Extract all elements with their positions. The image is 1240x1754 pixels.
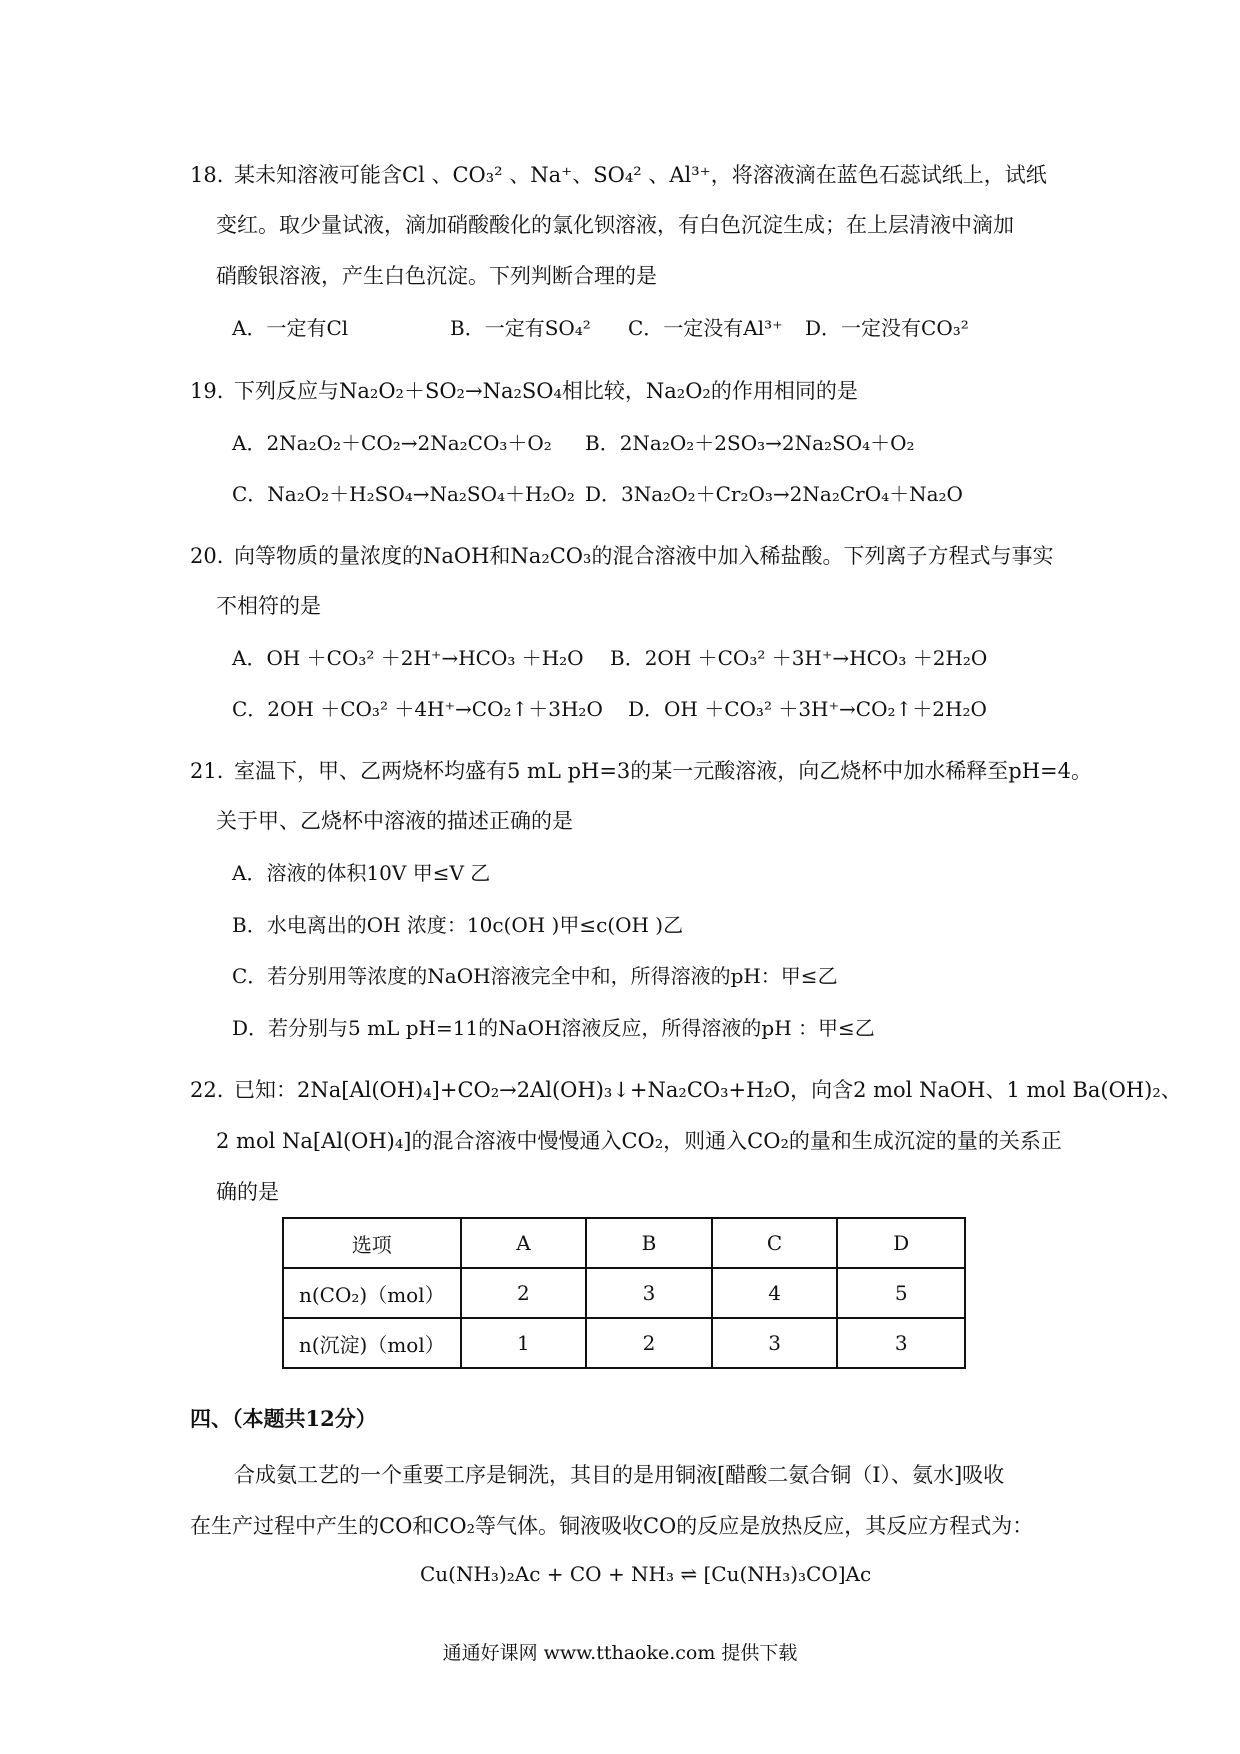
table-cell: 3 — [586, 1268, 712, 1318]
q22-number: 22. — [190, 1078, 224, 1102]
q18-option-a: A．一定有Cl — [232, 316, 349, 340]
q21-line-1: 21. 室温下，甲、乙两烧杯均盛有5 mL pH=3的某一元酸溶液，向乙烧杯中加水稀释至pH=4。 — [190, 756, 1092, 786]
q22-line-2: 2 mol Na[Al(OH)₄]的混合溶液中慢慢通入CO₂，则通入CO₂的量和生成沉淀的量的关系正 — [216, 1129, 1062, 1153]
footer-credit: 通通好课网 www.tthaoke.com 提供下载 — [442, 1642, 798, 1664]
q21-option-c: C．若分别用等浓度的NaOH溶液完全中和，所得溶液的pH：甲≤乙 — [232, 964, 838, 988]
section-paragraph-line-1: 合成氨工艺的一个重要工序是铜洗，其目的是用铜液[醋酸二氨合铜（Ⅰ）、氨水]吸收 — [234, 1463, 1005, 1487]
table-cell: 选项 — [283, 1218, 461, 1268]
q22-line-1: 22. 已知：2Na[Al(OH)₄]+CO₂→2Al(OH)₃↓+Na₂CO₃+H₂O，向含2 mol NaOH、1 mol Ba(OH)₂、 — [190, 1075, 1182, 1105]
table-row — [283, 1218, 965, 1268]
table-cell: D — [837, 1218, 965, 1268]
q19-option-d: D．3Na₂O₂＋Cr₂O₃→2Na₂CrO₄＋Na₂O — [585, 482, 963, 506]
table-cell: 4 — [712, 1268, 838, 1318]
table-cell: A — [461, 1218, 587, 1268]
q21-option-b: B．水电离出的OH 浓度：10c(OH )甲≤c(OH )乙 — [232, 913, 684, 937]
q19-line-1: 19. 下列反应与Na₂O₂＋SO₂→Na₂SO₄相比较，Na₂O₂的作用相同的是 — [190, 376, 858, 406]
q19-option-b: B．2Na₂O₂＋2SO₃→2Na₂SO₄＋O₂ — [585, 431, 915, 455]
table-cell: 2 — [586, 1318, 712, 1368]
table-row — [283, 1318, 965, 1368]
table-cell: B — [586, 1218, 712, 1268]
q19-option-a: A．2Na₂O₂＋CO₂→2Na₂CO₃＋O₂ — [232, 431, 552, 455]
q21-number: 21. — [190, 759, 224, 783]
q18-line-3: 硝酸银溶液，产生白色沉淀。下列判断合理的是 — [216, 264, 657, 288]
q18-option-c: C．一定没有Al³⁺ — [628, 316, 783, 340]
table-cell: 3 — [712, 1318, 838, 1368]
section-paragraph-line-2: 在生产过程中产生的CO和CO₂等气体。铜液吸收CO的反应是放热反应，其反应方程式为： — [190, 1514, 1034, 1538]
q22-line-3: 确的是 — [216, 1180, 279, 1204]
section-heading: 四、（本题共12分） — [190, 1406, 377, 1431]
q18-number: 18. — [190, 163, 224, 187]
table-cell: C — [712, 1218, 838, 1268]
q19-number: 19. — [190, 379, 224, 403]
table-cell: n(沉淀)（mol） — [283, 1318, 461, 1368]
table-cell: 2 — [461, 1268, 587, 1318]
q18-line-1: 18. 某未知溶液可能含Cl 、CO₃² 、Na⁺、SO₄² 、Al³⁺，将溶液滴在蓝色石蕊试纸上，试纸 — [190, 160, 1047, 190]
q18-line-2: 变红。取少量试液，滴加硝酸酸化的氯化钡溶液，有白色沉淀生成；在上层清液中滴加 — [216, 213, 1014, 237]
table-cell: n(CO₂)（mol） — [283, 1268, 461, 1318]
answer-table — [282, 1217, 966, 1369]
q20-option-d: D．OH ＋CO₃² ＋3H⁺→CO₂↑＋2H₂O — [628, 697, 987, 721]
table-row — [283, 1268, 965, 1318]
q20-number: 20. — [190, 544, 224, 568]
q21-option-a: A．溶液的体积10V 甲≤V 乙 — [232, 861, 491, 885]
q19-option-c: C．Na₂O₂＋H₂SO₄→Na₂SO₄＋H₂O₂ — [232, 482, 575, 506]
q20-option-b: B．2OH ＋CO₃² ＋3H⁺→HCO₃ ＋2H₂O — [610, 646, 988, 670]
q20-line-1: 20. 向等物质的量浓度的NaOH和Na₂CO₃的混合溶液中加入稀盐酸。下列离子方程式与事实 — [190, 541, 1053, 571]
q20-option-a: A．OH ＋CO₃² ＋2H⁺→HCO₃ ＋H₂O — [232, 646, 584, 670]
q18-option-b: B．一定有SO₄² — [450, 316, 591, 340]
table-cell: 5 — [837, 1268, 965, 1318]
table-cell: 3 — [837, 1318, 965, 1368]
q21-line-2: 关于甲、乙烧杯中溶液的描述正确的是 — [216, 809, 573, 833]
table-cell: 1 — [461, 1318, 587, 1368]
q20-option-c: C．2OH ＋CO₃² ＋4H⁺→CO₂↑＋3H₂O — [232, 697, 603, 721]
q20-line-2: 不相符的是 — [216, 594, 321, 618]
q21-option-d: D．若分别与5 mL pH=11的NaOH溶液反应，所得溶液的pH ：甲≤乙 — [232, 1016, 875, 1040]
q18-option-d: D．一定没有CO₃² — [805, 316, 969, 340]
reaction-equation: Cu(NH₃)₂Ac + CO + NH₃ ⇌ [Cu(NH₃)₃CO]Ac — [420, 1562, 872, 1586]
